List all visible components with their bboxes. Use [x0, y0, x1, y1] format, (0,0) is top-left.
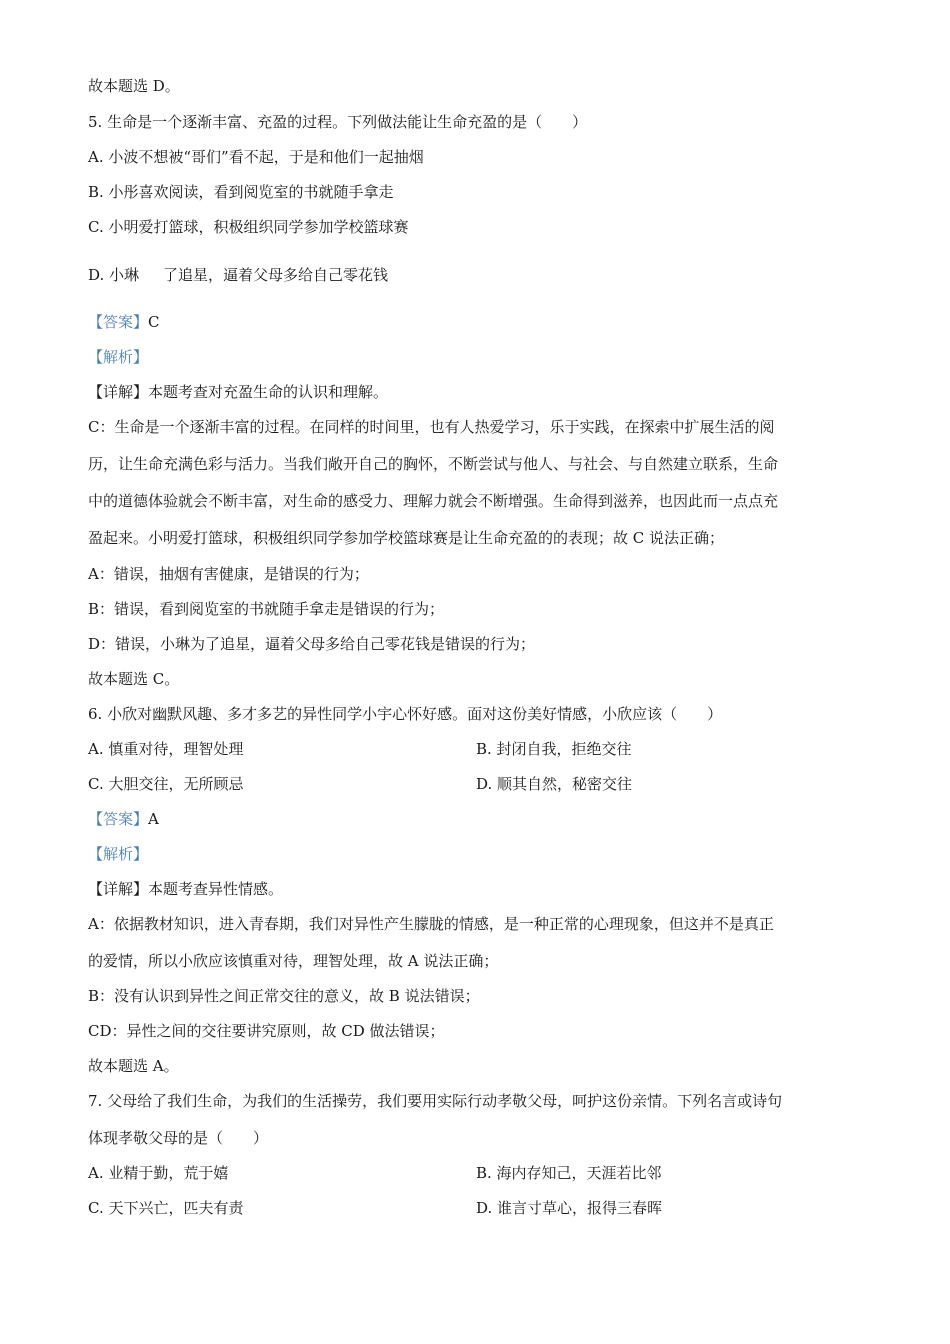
q6-option-c: C. 大胆交往，无所顾忌 — [88, 775, 244, 793]
q7-stem-line1: 7. 父母给了我们生命，为我们的生活操劳，我们要用实际行动孝敬父母，呵护这份亲情。下列名言或诗句 — [88, 1092, 783, 1110]
q7-option-c: C. 天下兴亡，匹夫有责 — [88, 1199, 244, 1217]
q6-answer-value: A — [148, 810, 159, 828]
q5-option-a: A. 小波不想被“哥们”看不起，于是和他们一起抽烟 — [88, 148, 424, 166]
q5-answer-value: C — [148, 313, 160, 331]
q5-d-exp: D：错误，小琳为了追星，逼着父母多给自己零花钱是错误的行为； — [88, 635, 536, 653]
q5-conclusion: 故本题选 C。 — [88, 670, 180, 688]
prev-conclusion: 故本题选 D。 — [88, 77, 180, 95]
detail-tag: 【详解】 — [88, 880, 149, 898]
q5-detail — [88, 382, 858, 402]
q6-a-exp-line2: 的爱情，所以小欣应该慎重对待，理智处理，故 A 说法正确； — [88, 952, 499, 970]
q5-stem: 5. 生命是一个逐渐丰富、充盈的过程。下列做法能让生命充盈的是（ ） — [88, 113, 588, 131]
q6-a-exp-line1: A：依据教材知识，进入青春期，我们对异性产生朦胧的情感，是一种正常的心理现象，但这并不是真正 — [88, 915, 774, 933]
q6-conclusion: 故本题选 A。 — [88, 1057, 179, 1075]
answer-tag: 【答案】 — [88, 313, 149, 331]
q5-c-exp-line4: 盈起来。小明爱打篮球，积极组织同学参加学校篮球赛是让生命充盈的的表现；故 C 说法正确； — [88, 529, 725, 547]
q7-option-d: D. 谁言寸草心，报得三春晖 — [476, 1199, 663, 1217]
q6-detail — [88, 879, 858, 899]
q6-analysis-tag: 【解析】 — [88, 845, 149, 863]
detail-tag: 【详解】 — [88, 383, 149, 401]
q5-a-exp: A：错误，抽烟有害健康，是错误的行为； — [88, 565, 369, 583]
q7-option-a: A. 业精于勤，荒于嬉 — [88, 1164, 229, 1182]
q5-option-d-post: 了追星，逼着父母多给自己零花钱 — [163, 266, 389, 284]
q5-option-d-pre: D. 小琳 — [88, 266, 140, 284]
q5-answer — [88, 312, 858, 332]
q6-cd-exp: CD：异性之间的交往要讲究原则，故 CD 做法错误； — [88, 1022, 445, 1040]
q5-option-b: B. 小彤喜欢阅读，看到阅览室的书就随手拿走 — [88, 183, 394, 201]
q7-option-b: B. 海内存知己，天涯若比邻 — [476, 1164, 662, 1182]
answer-tag: 【答案】 — [88, 810, 149, 828]
q6-answer — [88, 809, 858, 829]
q5-c-exp-line1: C：生命是一个逐渐丰富的过程。在同样的时间里，也有人热爱学习，乐于实践，在探索中扩展生活的阅 — [88, 418, 775, 436]
q5-c-exp-line2: 历，让生命充满色彩与活力。当我们敞开自己的胸怀，不断尝试与他人、与社会、与自然建立联系，生命 — [88, 455, 779, 473]
q6-stem: 6. 小欣对幽默风趣、多才多艺的异性同学小宇心怀好感。面对这份美好情感，小欣应该（ ） — [88, 705, 723, 723]
q6-option-a: A. 慎重对待，理智处理 — [88, 740, 244, 758]
q6-option-b: B. 封闭自我，拒绝交往 — [476, 740, 632, 758]
q5-b-exp: B：错误，看到阅览室的书就随手拿走是错误的行为； — [88, 600, 445, 618]
q7-stem-line2: 体现孝敬父母的是（ ） — [88, 1129, 269, 1147]
q5-option-d — [88, 265, 858, 285]
q5-option-c: C. 小明爱打篮球，积极组织同学参加学校篮球赛 — [88, 218, 409, 236]
q5-c-exp-line3: 中的道德体验就会不断丰富，对生命的感受力、理解力就会不断增强。生命得到滋养，也因此而一点点充 — [88, 492, 779, 510]
q5-analysis-tag: 【解析】 — [88, 348, 149, 366]
q6-detail-text: 本题考查异性情感。 — [148, 880, 284, 898]
q6-option-d: D. 顺其自然，秘密交往 — [476, 775, 633, 793]
q6-b-exp: B：没有认识到异性之间正常交往的意义，故 B 说法错误； — [88, 987, 480, 1005]
q5-detail-text: 本题考查对充盈生命的认识和理解。 — [148, 383, 389, 401]
